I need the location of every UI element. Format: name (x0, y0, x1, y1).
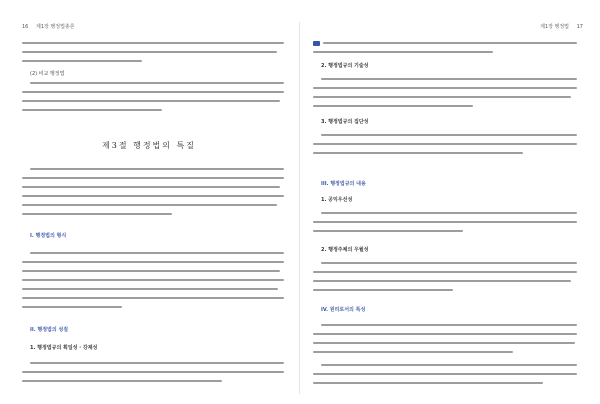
page-gutter (299, 22, 300, 394)
text-line (313, 373, 577, 375)
right-page-number: 17 (576, 24, 583, 30)
text-line (313, 230, 463, 232)
heading-technicality: 2. 행정법규의 기술성 (321, 63, 369, 69)
left-running-title: 제1장 행정법총론 (36, 24, 75, 30)
text-line (22, 270, 280, 272)
text-line (313, 152, 523, 154)
text-line (22, 261, 284, 263)
text-line (22, 186, 280, 188)
text-line (22, 42, 284, 44)
left-running-head (22, 22, 292, 32)
text-line (22, 109, 162, 111)
heading-superiority: 2. 행정주체의 우월성 (321, 247, 369, 253)
text-line (313, 143, 577, 145)
right-running-title: 제1장 행정법 (540, 24, 569, 30)
sub-label: (2) 비교 행정법 (30, 71, 65, 77)
text-line (313, 351, 513, 353)
heading-collectivity: 3. 행정법규의 집단성 (321, 119, 369, 125)
text-line (22, 306, 122, 308)
heading-public-interest: 1. 공익우선성 (321, 197, 353, 203)
right-page (313, 0, 583, 404)
heading-content: III. 행정법규의 내용 (321, 181, 366, 187)
heading-principle: IV. 원리로서의 특성 (321, 307, 366, 313)
text-line (22, 371, 284, 373)
text-line (323, 42, 577, 44)
left-page-number: 16 (22, 24, 29, 30)
text-line (22, 204, 277, 206)
text-line (22, 195, 284, 197)
text-line (313, 289, 453, 291)
text-line (321, 262, 577, 264)
heading-form: I. 행정법의 형식 (30, 233, 67, 239)
text-line (313, 333, 577, 335)
text-line (22, 297, 284, 299)
text-line (22, 60, 142, 62)
text-line (313, 51, 493, 53)
text-line (321, 78, 577, 80)
text-line (30, 362, 284, 364)
text-line (22, 177, 284, 179)
text-line (22, 100, 280, 102)
text-line (313, 87, 577, 89)
text-line (321, 134, 577, 136)
text-line (22, 51, 277, 53)
text-line (313, 96, 571, 98)
text-line (321, 364, 577, 366)
text-line (22, 213, 172, 215)
text-line (313, 280, 571, 282)
right-running-head (313, 22, 583, 32)
text-line (22, 91, 284, 93)
text-line (22, 279, 284, 281)
text-line (321, 324, 577, 326)
text-line (30, 168, 284, 170)
heading-uniformity: 1. 행정법규의 획일성 · 강제성 (30, 345, 98, 351)
text-line (313, 382, 543, 384)
text-line (30, 252, 284, 254)
note-marker-icon (313, 41, 320, 46)
left-page (22, 0, 292, 404)
text-line (313, 221, 577, 223)
section-title: 제3절 행정법의 특질 (102, 141, 196, 150)
text-line (313, 342, 575, 344)
text-line (22, 288, 278, 290)
heading-nature: II. 행정법의 성질 (30, 327, 69, 333)
text-line (313, 105, 473, 107)
text-line (321, 212, 577, 214)
text-line (22, 380, 222, 382)
text-line (313, 271, 577, 273)
text-line (30, 82, 284, 84)
